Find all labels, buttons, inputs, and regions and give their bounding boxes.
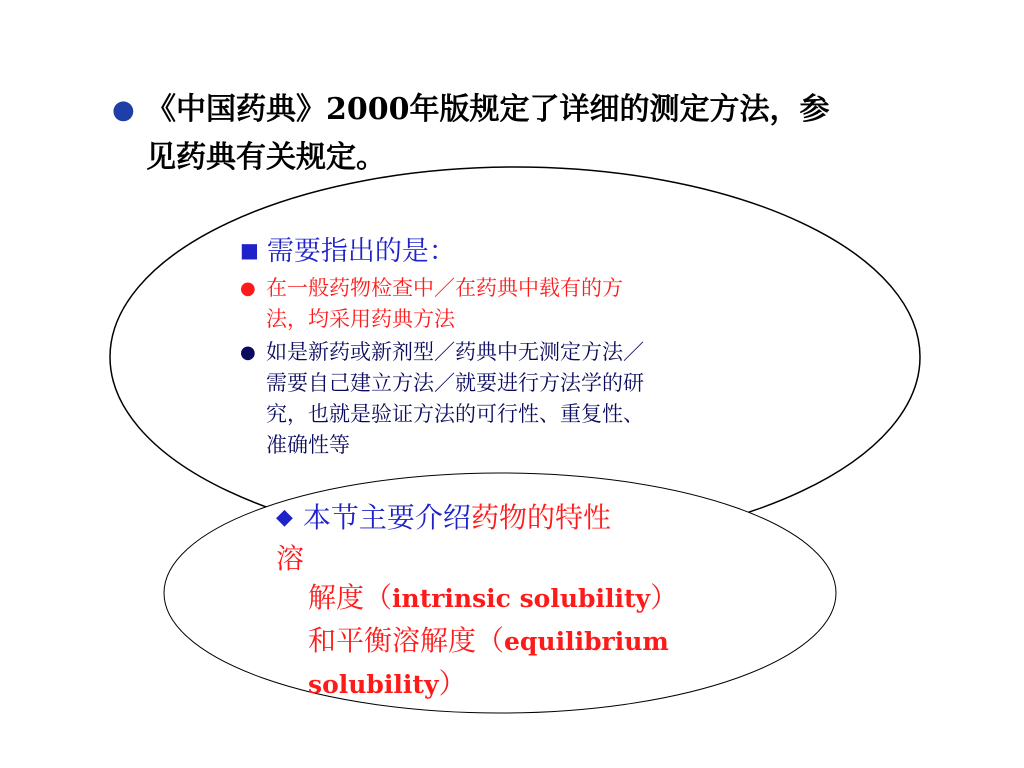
- note-item-line: 在一般药物检查中／在药典中载有的方: [266, 276, 623, 300]
- topic-line-equilibrium: [276, 620, 746, 663]
- navy-bullet-icon: ●: [240, 342, 256, 363]
- note-item-line: 法，均采用药典方法: [266, 307, 455, 331]
- diamond-bullet-icon: ◆: [276, 505, 293, 530]
- topic-equilibrium-en: equilibrium: [504, 627, 669, 656]
- intro-line-1: 《中国药典》2000年版规定了详细的测定方法，参: [146, 92, 830, 127]
- topic-solubility-en: solubility: [308, 670, 439, 699]
- topic-heading: [276, 498, 746, 541]
- bullet-dot-icon: ●: [112, 95, 135, 125]
- topic-intrinsic-en: intrinsic solubility: [392, 584, 651, 613]
- topic-equilibrium-cn: 和平衡溶解度（: [308, 624, 505, 657]
- note-item-new-method: [240, 337, 800, 461]
- topic-highlight: 药物的特性: [470, 501, 611, 534]
- topic-lead: 本节主要介绍: [302, 501, 471, 534]
- topic-solubility-close: ）: [438, 667, 467, 700]
- intro-line-2: 见药典有关规定。: [146, 140, 386, 175]
- note-item-line: 如是新药或新剂型／药典中无测定方法／: [266, 340, 644, 364]
- topic-line-intrinsic: [276, 577, 746, 620]
- note-item-line: 准确性等: [266, 433, 350, 457]
- topic-line-2: 溶: [276, 542, 305, 575]
- red-bullet-icon: ●: [240, 278, 256, 299]
- note-heading: [240, 232, 800, 273]
- square-bullet-icon: ■: [240, 238, 259, 262]
- topic-content: [276, 498, 746, 706]
- topic-line-solubility: [276, 663, 746, 706]
- note-heading-text: 需要指出的是：: [266, 236, 456, 267]
- note-item-line: 需要自己建立方法／就要进行方法学的研: [266, 371, 644, 395]
- note-item-pharmacopoeia-method: [240, 273, 800, 335]
- note-item-line: 究，也就是验证方法的可行性、重复性、: [266, 402, 644, 426]
- topic-intrinsic-close: ）: [650, 581, 679, 614]
- note-content: [240, 232, 800, 461]
- topic-intrinsic-cn: 解度（: [308, 581, 393, 614]
- intro-bullet: [112, 86, 912, 182]
